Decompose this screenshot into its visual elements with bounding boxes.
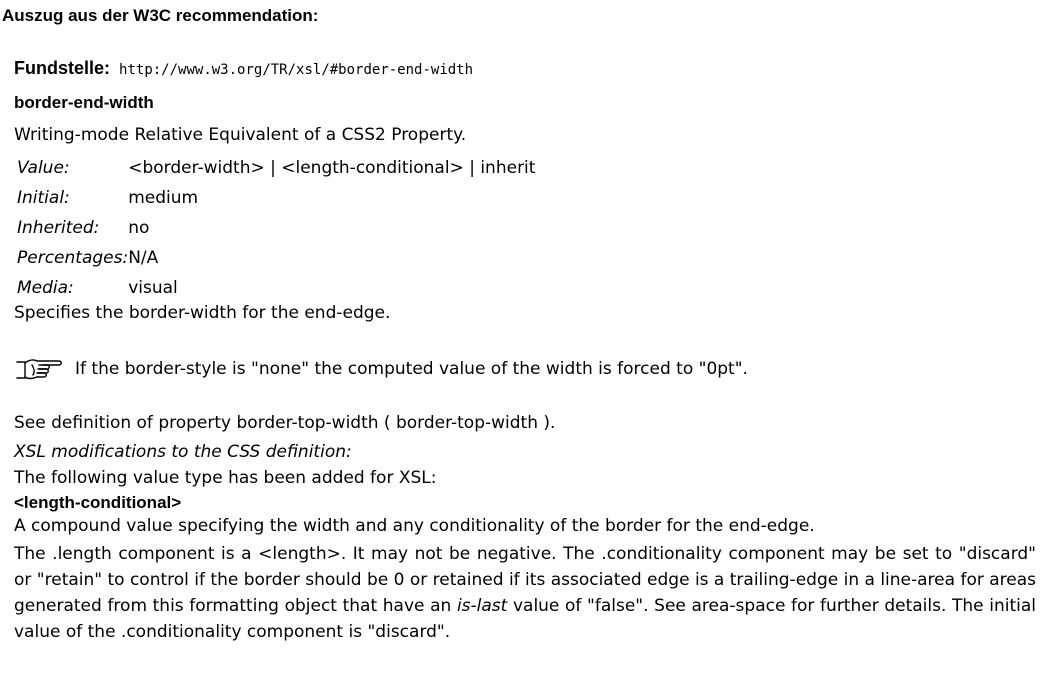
property-value: medium	[128, 188, 199, 208]
property-table	[17, 153, 535, 303]
table-row	[17, 273, 535, 303]
property-value: no	[128, 218, 150, 238]
property-value: N/A	[128, 248, 159, 268]
table-row	[17, 183, 535, 213]
property-key: Percentages:	[17, 248, 129, 268]
specifies-text: Specifies the border-width for the end-edge.	[14, 303, 391, 323]
final-paragraph-part1: The .length component is a <length>. It may not be negative. The .conditionality component may be set to "discard" or "retain" to control if the border should be 0 or retained if its associated edge is a trailing-edge in a line-area for areas generated from this formatting object that have an	[14, 544, 1036, 616]
property-key: Initial:	[17, 188, 70, 208]
is-last-term: is-last	[456, 596, 508, 616]
xsl-modifications-heading: XSL modifications to the CSS definition:	[14, 442, 352, 462]
table-row	[17, 153, 535, 183]
see-definition: See definition of property border-top-width ( border-top-width ).	[14, 413, 556, 433]
pointing-hand-icon	[15, 356, 63, 382]
fundstelle-label: Fundstelle:	[14, 58, 111, 78]
fundstelle-url[interactable]: http://www.w3.org/TR/xsl/#border-end-width	[119, 62, 474, 78]
final-paragraph	[14, 541, 1036, 645]
table-row	[17, 243, 535, 273]
fundstelle-line	[14, 58, 1036, 79]
final-paragraph-part2: value of "false". See area-space for further details. The initial value of the .conditionality component is "discard".	[14, 596, 1036, 642]
property-value: <border-width> | <length-conditional> | inherit	[128, 158, 536, 178]
table-row	[17, 213, 535, 243]
lead-text: Writing-mode Relative Equivalent of a CSS2 Property.	[14, 125, 467, 145]
property-value: visual	[128, 278, 178, 298]
note	[14, 354, 1036, 384]
property-key: Media:	[17, 278, 74, 298]
spec-excerpt	[14, 58, 1036, 645]
note-text: If the border-style is "none" the computed value of the width is forced to "0pt".	[75, 359, 748, 379]
added-value-type-text: The following value type has been added for XSL:	[14, 468, 437, 488]
document-heading: Auszug aus der W3C recommendation:	[2, 6, 319, 25]
property-name: border-end-width	[14, 93, 154, 112]
compound-value-text: A compound value specifying the width and any conditionality of the border for the end-edge.	[14, 516, 815, 536]
length-conditional-term: <length-conditional>	[14, 493, 182, 512]
property-key: Inherited:	[17, 218, 100, 238]
property-key: Value:	[17, 158, 70, 178]
